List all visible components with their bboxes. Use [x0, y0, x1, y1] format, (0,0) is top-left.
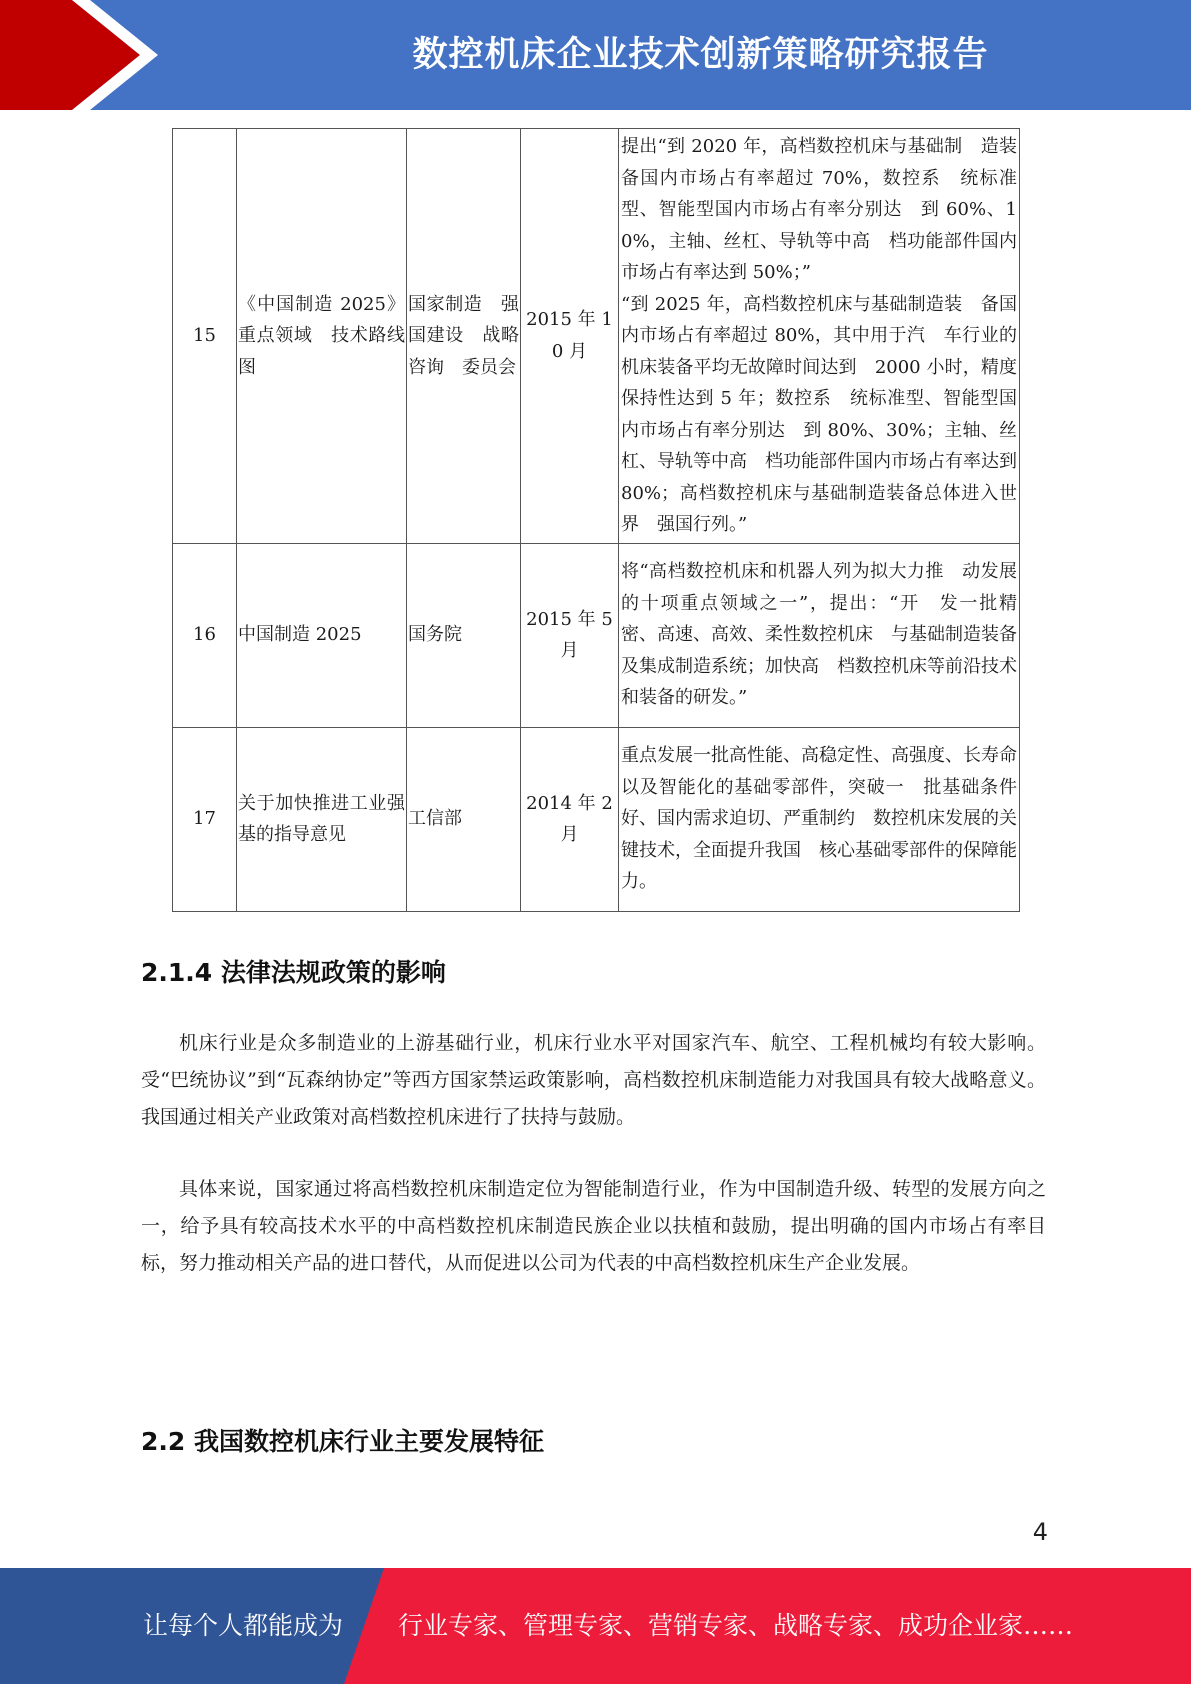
table-row [173, 129, 1020, 544]
header-banner [0, 0, 1191, 110]
row-number: 17 [173, 727, 237, 911]
issuing-body: 工信部 [407, 727, 521, 911]
footer-slogan-left: 让每个人都能成为 [143, 1611, 344, 1640]
footer-banner [0, 1568, 1191, 1684]
policy-content [619, 129, 1020, 544]
issue-date: 2014 年 2 月 [521, 727, 619, 911]
report-title: 数控机床企业技术创新策略研究报告 [412, 35, 989, 75]
footer-slogan-right: 行业专家、管理专家、营销专家、战略专家、成功企业家…… [398, 1611, 1074, 1640]
body-paragraph: 具体来说，国家通过将高档数控机床制造定位为智能制造行业，作为中国制造升级、转型的发展方向之一，给予具有较高技术水平的中高档数控机床制造民族企业以扶植和鼓励，提出明确的国内市场占有率目标，努力推动相关产品的进口替代，从而促进以公司为代表的中高档数控机床生产企业发展。 [141, 1178, 1046, 1274]
policy-content-paragraph: 提出“到 2020 年，高档数控机床与基础制 造装备国内市场占有率超过 70%，数控系 统标准型、智能型国内市场占有率分别达 到 60%、10%，主轴、丝杠、导轨等中高 档功能部件国内市场占有率达到 50%；” [621, 136, 1017, 283]
policy-content [619, 543, 1020, 727]
policy-name: 关于加快推进工业强基的指导意见 [237, 727, 407, 911]
issue-date: 2015 年 5 月 [521, 543, 619, 727]
table-row [173, 727, 1020, 911]
policy-content-paragraph: 将“高档数控机床和机器人列为拟大力推 动发展的十项重点领域之一”，提出：“开 发一批精密、高速、高效、柔性数控机床 与基础制造装备及集成制造系统；加快高 档数控机床等前沿技术和装备的研发。” [621, 561, 1017, 709]
section-heading-2-2: 2.2 我国数控机床行业主要发展特征 [141, 1427, 544, 1456]
row-number: 15 [173, 129, 237, 544]
section-heading-2-1-4: 2.1.4 法律法规政策的影响 [141, 958, 446, 987]
issuing-body: 国务院 [407, 543, 521, 727]
policy-content [619, 727, 1020, 911]
policy-name: 《中国制造 2025》重点领域 技术路线图 [237, 129, 407, 544]
row-number: 16 [173, 543, 237, 727]
policy-table [172, 128, 1020, 912]
page-number: 4 [1032, 1518, 1048, 1546]
policy-content-paragraph: 重点发展一批高性能、高稳定性、高强度、长寿命以及智能化的基础零部件，突破一 批基础条件好、国内需求迫切、严重制约 数控机床发展的关键技术，全面提升我国 核心基础零部件的保障能力。 [621, 745, 1017, 893]
policy-content-paragraph: “到 2025 年，高档数控机床与基础制造装 备国内市场占有率超过 80%，其中用于汽 车行业的机床装备平均无故障时间达到 2000 小时，精度保持性达到 5 年；数控系 统标准型、智能型国内市场占有率分别达 到 80%、30%；主轴、丝杠、导轨等中高 档功能部件国内市场占有率达到 80%；高档数控机床与基础制造装备总体进入世界 强国行列。” [621, 293, 1017, 535]
issue-date: 2015 年 10 月 [521, 129, 619, 544]
issuing-body: 国家制造 强国建设 战略咨询 委员会 [407, 129, 521, 544]
policy-name: 中国制造 2025 [237, 543, 407, 727]
table-row [173, 543, 1020, 727]
body-paragraph: 机床行业是众多制造业的上游基础行业，机床行业水平对国家汽车、航空、工程机械均有较大影响。受“巴统协议”到“瓦森纳协定”等西方国家禁运政策影响，高档数控机床制造能力对我国具有较大战略意义。我国通过相关产业政策对高档数控机床进行了扶持与鼓励。 [141, 1032, 1046, 1128]
